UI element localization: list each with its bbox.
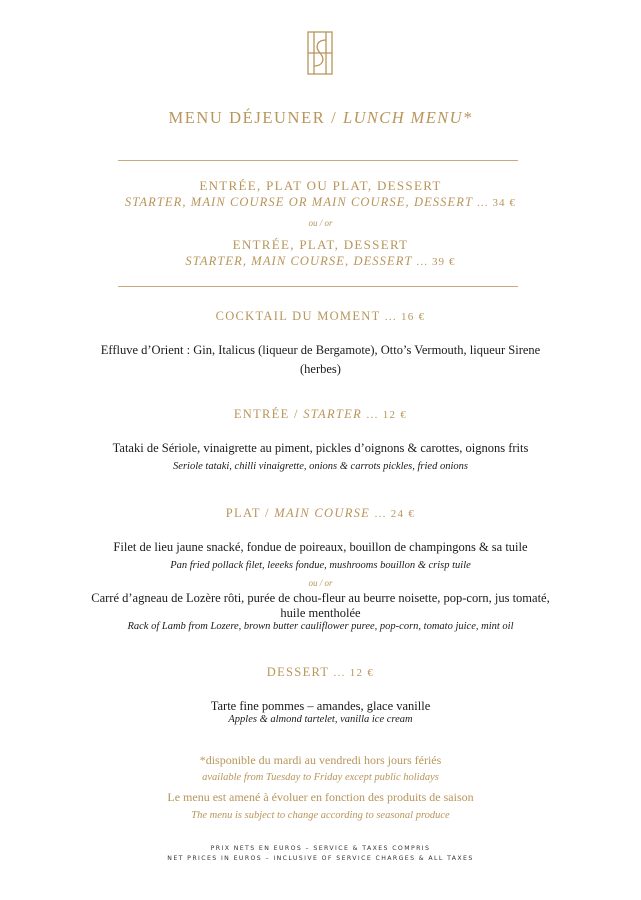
cocktail-desc-line2: (herbes) — [300, 362, 341, 376]
page-title: MENU DÉJEUNER / LUNCH MENU* — [168, 108, 473, 127]
divider-top — [118, 160, 518, 161]
dessert-dish-en: Apples & almond tartelet, vanilla ice cream — [228, 714, 413, 725]
main-heading: PLAT / MAIN COURSE ... 24 € — [225, 506, 416, 520]
cocktail-heading: COCKTAIL DU MOMENT ... 16 € — [215, 309, 426, 323]
season-note-fr: Le menu est amené à évoluer en fonction des produits de saison — [167, 790, 474, 804]
formula-or: ou / or — [308, 218, 333, 228]
formula-1-en: STARTER, MAIN COURSE OR MAIN COURSE, DESSERT ... 34 € — [124, 195, 517, 209]
cocktail-desc-line1: Effluve d’Orient : Gin, Italicus (liqueur de Bergamote), Otto’s Vermouth, liqueur Sirene — [100, 343, 541, 357]
main-or: ou / or — [308, 578, 333, 588]
starter-dish-fr: Tataki de Sériole, vinaigrette au piment, pickles d’oignons & carottes, oignons frits — [112, 441, 529, 455]
dessert-dish-fr: Tarte fine pommes – amandes, glace vanille — [210, 699, 431, 713]
starter-dish-en: Seriole tataki, chilli vinaigrette, onions & carrots pickles, fried onions — [173, 461, 468, 472]
availability-note-fr: *disponible du mardi au vendredi hors jours fériés — [199, 753, 442, 767]
main-dish2-fr-line2: huile mentholée — [280, 606, 361, 620]
formula-1-fr: ENTRÉE, PLAT OU PLAT, DESSERT — [199, 178, 442, 193]
main-dish1-en: Pan fried pollack filet, leeeks fondue, mushrooms bouillon & crisp tuile — [170, 560, 471, 571]
main-dish1-fr: Filet de lieu jaune snacké, fondue de poireaux, bouillon de champingons & sa tuile — [113, 540, 528, 554]
legal-fr: PRIX NETS EN EUROS – SERVICE & TAXES COMPRIS — [210, 845, 431, 852]
formula-2-en: STARTER, MAIN COURSE, DESSERT ... 39 € — [185, 254, 456, 268]
monogram-logo-icon — [306, 30, 334, 76]
formula-2-fr: ENTRÉE, PLAT, DESSERT — [232, 237, 409, 252]
main-dish2-en: Rack of Lamb from Lozere, brown butter cauliflower puree, pop-corn, tomato juice, mint oil — [127, 621, 514, 632]
season-note-en: The menu is subject to change according to seasonal produce — [191, 810, 450, 821]
divider-bottom — [118, 286, 518, 287]
starter-heading: ENTRÉE / STARTER ... 12 € — [233, 407, 408, 421]
main-dish2-fr-line1: Carré d’agneau de Lozère rôti, purée de chou-fleur au beurre noisette, pop-corn, jus tomaté, — [91, 591, 550, 605]
dessert-heading: DESSERT ... 12 € — [266, 665, 375, 679]
legal-en: NET PRICES IN EUROS – INCLUSIVE OF SERVICE CHARGES & ALL TAXES — [167, 855, 474, 862]
availability-note-en: available from Tuesday to Friday except public holidays — [202, 772, 439, 783]
